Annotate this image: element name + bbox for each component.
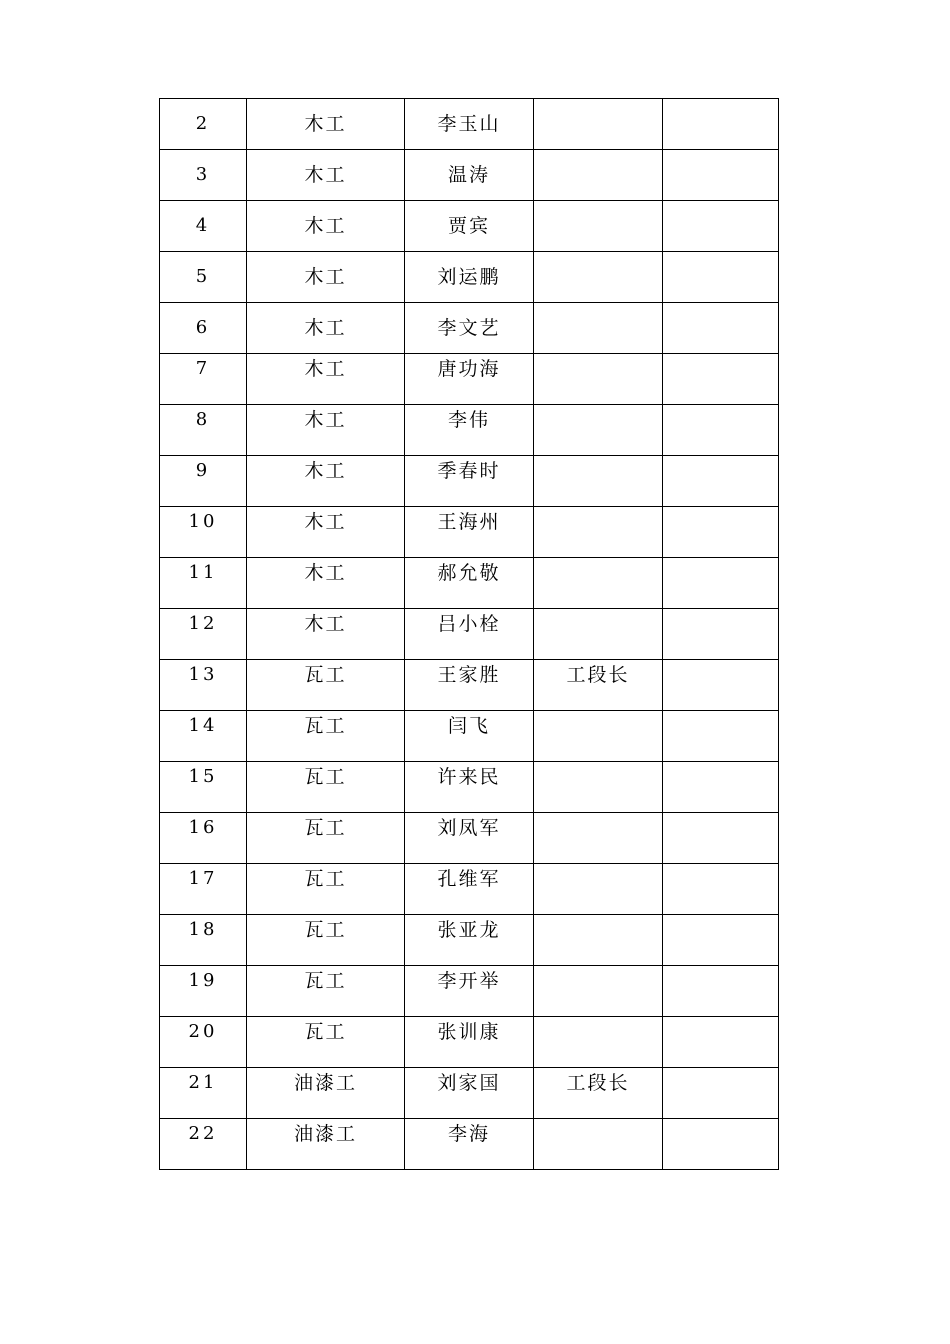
row-number-cell-text: 17 <box>188 868 218 889</box>
note-cell-text <box>663 711 778 716</box>
note-cell <box>663 150 779 201</box>
note-cell-text <box>663 864 778 869</box>
note-cell-text <box>663 1068 778 1073</box>
role-cell-text <box>534 405 662 410</box>
trade-cell-text: 木工 <box>304 562 347 584</box>
role-cell <box>534 915 663 966</box>
worker-name-cell-text: 张亚龙 <box>437 919 501 941</box>
trade-cell <box>247 201 405 252</box>
worker-name-cell-text: 季春时 <box>437 460 501 482</box>
role-cell-text: 工段长 <box>566 1072 630 1094</box>
row-number-cell <box>160 915 247 966</box>
table-row <box>160 150 779 201</box>
trade-cell-text: 木工 <box>304 215 347 237</box>
role-cell <box>534 762 663 813</box>
row-number-cell <box>160 1017 247 1068</box>
row-number-cell <box>160 660 247 711</box>
trade-cell-text: 木工 <box>304 460 347 482</box>
note-cell <box>663 456 779 507</box>
trade-cell-text: 瓦工 <box>304 664 347 686</box>
row-number-cell <box>160 354 247 405</box>
worker-name-cell-text: 许来民 <box>437 766 501 788</box>
trade-cell-text: 木工 <box>304 164 347 186</box>
trade-cell-text: 木工 <box>304 266 347 288</box>
note-cell-text <box>663 660 778 665</box>
role-cell <box>534 1017 663 1068</box>
role-cell <box>534 405 663 456</box>
worker-name-cell <box>405 762 534 813</box>
role-cell <box>534 507 663 558</box>
role-cell-text <box>534 864 662 869</box>
note-cell-text <box>663 201 778 216</box>
row-number-cell <box>160 1119 247 1170</box>
worker-name-cell-text: 温涛 <box>447 164 490 186</box>
trade-cell <box>247 303 405 354</box>
worker-name-cell <box>405 507 534 558</box>
note-cell-text <box>663 150 778 165</box>
row-number-cell <box>160 711 247 762</box>
note-cell <box>663 405 779 456</box>
role-cell-text <box>534 456 662 461</box>
row-number-cell-text: 6 <box>195 317 211 338</box>
role-cell <box>534 966 663 1017</box>
role-cell-text <box>534 507 662 512</box>
row-number-cell <box>160 762 247 813</box>
note-cell-text <box>663 609 778 614</box>
table-row <box>160 966 779 1017</box>
note-cell <box>663 1068 779 1119</box>
role-cell <box>534 558 663 609</box>
worker-name-cell <box>405 660 534 711</box>
worker-name-cell-text: 李海 <box>447 1123 490 1145</box>
table-row <box>160 303 779 354</box>
note-cell-text <box>663 762 778 767</box>
note-cell-text <box>663 1119 778 1124</box>
worker-name-cell-text: 王海州 <box>437 511 501 533</box>
table-row <box>160 609 779 660</box>
note-cell <box>663 99 779 150</box>
table-row <box>160 354 779 405</box>
role-cell <box>534 813 663 864</box>
worker-name-cell-text: 唐功海 <box>437 358 501 380</box>
worker-name-cell-text: 刘运鹏 <box>437 266 501 288</box>
row-number-cell-text: 2 <box>195 113 211 134</box>
role-cell-text: 工段长 <box>566 664 630 686</box>
trade-cell <box>247 252 405 303</box>
worker-name-cell <box>405 354 534 405</box>
table-row <box>160 1068 779 1119</box>
worker-name-cell-text: 王家胜 <box>437 664 501 686</box>
role-cell-text <box>534 1119 662 1124</box>
worker-name-cell-text: 李开举 <box>437 970 501 992</box>
note-cell-text <box>663 915 778 920</box>
role-cell-text <box>534 762 662 767</box>
row-number-cell <box>160 609 247 660</box>
trade-cell <box>247 711 405 762</box>
worker-name-cell <box>405 558 534 609</box>
trade-cell-text: 木工 <box>304 113 347 135</box>
row-number-cell <box>160 864 247 915</box>
worker-name-cell <box>405 711 534 762</box>
note-cell <box>663 1017 779 1068</box>
row-number-cell <box>160 507 247 558</box>
row-number-cell <box>160 252 247 303</box>
row-number-cell <box>160 1068 247 1119</box>
worker-name-cell-text: 贾宾 <box>447 215 490 237</box>
role-cell-text <box>534 558 662 563</box>
trade-cell-text: 瓦工 <box>304 970 347 992</box>
trade-cell-text: 瓦工 <box>304 715 347 737</box>
worker-name-cell-text: 刘家国 <box>437 1072 501 1094</box>
note-cell <box>663 201 779 252</box>
worker-name-cell <box>405 1119 534 1170</box>
table-row <box>160 405 779 456</box>
trade-cell <box>247 558 405 609</box>
table-row <box>160 507 779 558</box>
worker-name-cell <box>405 303 534 354</box>
role-cell <box>534 1068 663 1119</box>
trade-cell <box>247 1068 405 1119</box>
worker-name-cell-text: 刘凤军 <box>437 817 501 839</box>
worker-name-cell <box>405 456 534 507</box>
table-row <box>160 813 779 864</box>
trade-cell <box>247 1119 405 1170</box>
note-cell <box>663 864 779 915</box>
row-number-cell-text: 21 <box>188 1072 218 1093</box>
trade-cell <box>247 813 405 864</box>
role-cell <box>534 303 663 354</box>
worker-name-cell <box>405 99 534 150</box>
worker-name-cell <box>405 864 534 915</box>
role-cell <box>534 252 663 303</box>
role-cell <box>534 711 663 762</box>
role-cell-text <box>534 99 662 114</box>
note-cell <box>663 1119 779 1170</box>
trade-cell-text: 木工 <box>304 511 347 533</box>
trade-cell-text: 油漆工 <box>293 1072 357 1094</box>
row-number-cell-text: 13 <box>188 664 218 685</box>
role-cell <box>534 609 663 660</box>
table-row <box>160 864 779 915</box>
role-cell-text <box>534 201 662 216</box>
note-cell <box>663 915 779 966</box>
note-cell-text <box>663 507 778 512</box>
trade-cell-text: 瓦工 <box>304 817 347 839</box>
trade-cell-text: 瓦工 <box>304 766 347 788</box>
note-cell <box>663 966 779 1017</box>
row-number-cell-text: 14 <box>188 715 218 736</box>
role-cell-text <box>534 1017 662 1022</box>
table-row <box>160 252 779 303</box>
row-number-cell-text: 10 <box>188 511 218 532</box>
roster-body <box>160 99 779 1170</box>
note-cell <box>663 762 779 813</box>
note-cell <box>663 303 779 354</box>
note-cell <box>663 609 779 660</box>
trade-cell <box>247 354 405 405</box>
worker-name-cell-text: 吕小栓 <box>437 613 501 635</box>
note-cell <box>663 354 779 405</box>
note-cell-text <box>663 456 778 461</box>
row-number-cell-text: 7 <box>195 358 211 379</box>
role-cell-text <box>534 915 662 920</box>
row-number-cell <box>160 99 247 150</box>
worker-name-cell <box>405 915 534 966</box>
trade-cell <box>247 762 405 813</box>
role-cell <box>534 1119 663 1170</box>
note-cell <box>663 558 779 609</box>
role-cell <box>534 354 663 405</box>
worker-name-cell <box>405 966 534 1017</box>
trade-cell <box>247 966 405 1017</box>
note-cell-text <box>663 354 778 359</box>
trade-cell <box>247 915 405 966</box>
row-number-cell <box>160 201 247 252</box>
worker-name-cell-text: 李玉山 <box>437 113 501 135</box>
role-cell <box>534 864 663 915</box>
row-number-cell <box>160 813 247 864</box>
row-number-cell-text: 11 <box>188 562 218 583</box>
note-cell-text <box>663 813 778 818</box>
table-row <box>160 915 779 966</box>
table-row <box>160 558 779 609</box>
worker-name-cell <box>405 1068 534 1119</box>
role-cell-text <box>534 150 662 165</box>
worker-name-cell <box>405 201 534 252</box>
trade-cell <box>247 405 405 456</box>
table-row <box>160 762 779 813</box>
trade-cell-text: 油漆工 <box>293 1123 357 1145</box>
trade-cell-text: 瓦工 <box>304 919 347 941</box>
trade-cell-text: 木工 <box>304 358 347 380</box>
worker-name-cell-text: 郝允敬 <box>437 562 501 584</box>
trade-cell <box>247 864 405 915</box>
worker-name-cell <box>405 609 534 660</box>
worker-roster-table <box>159 98 779 1170</box>
role-cell-text <box>534 354 662 359</box>
row-number-cell <box>160 150 247 201</box>
table-row <box>160 456 779 507</box>
note-cell-text <box>663 1017 778 1022</box>
trade-cell <box>247 660 405 711</box>
worker-name-cell-text: 闫飞 <box>447 715 490 737</box>
worker-name-cell <box>405 150 534 201</box>
trade-cell <box>247 150 405 201</box>
table-row <box>160 99 779 150</box>
trade-cell-text: 木工 <box>304 613 347 635</box>
row-number-cell-text: 12 <box>188 613 218 634</box>
role-cell-text <box>534 711 662 716</box>
worker-name-cell <box>405 405 534 456</box>
note-cell-text <box>663 405 778 410</box>
worker-name-cell <box>405 813 534 864</box>
role-cell <box>534 150 663 201</box>
note-cell-text <box>663 966 778 971</box>
row-number-cell <box>160 456 247 507</box>
note-cell <box>663 507 779 558</box>
role-cell <box>534 99 663 150</box>
row-number-cell-text: 16 <box>188 817 218 838</box>
row-number-cell-text: 19 <box>188 970 218 991</box>
row-number-cell-text: 22 <box>188 1123 218 1144</box>
trade-cell <box>247 1017 405 1068</box>
row-number-cell-text: 5 <box>195 266 211 287</box>
trade-cell-text: 瓦工 <box>304 1021 347 1043</box>
row-number-cell-text: 18 <box>188 919 218 940</box>
note-cell-text <box>663 99 778 114</box>
row-number-cell <box>160 966 247 1017</box>
worker-name-cell-text: 李伟 <box>447 409 490 431</box>
row-number-cell-text: 9 <box>195 460 211 481</box>
trade-cell-text: 木工 <box>304 317 347 339</box>
table-row <box>160 660 779 711</box>
row-number-cell-text: 15 <box>188 766 218 787</box>
row-number-cell <box>160 405 247 456</box>
note-cell <box>663 711 779 762</box>
trade-cell <box>247 507 405 558</box>
table-row <box>160 201 779 252</box>
row-number-cell <box>160 558 247 609</box>
worker-name-cell-text: 李文艺 <box>437 317 501 339</box>
trade-cell-text: 瓦工 <box>304 868 347 890</box>
role-cell <box>534 201 663 252</box>
row-number-cell <box>160 303 247 354</box>
role-cell-text <box>534 252 662 267</box>
role-cell-text <box>534 303 662 318</box>
trade-cell-text: 木工 <box>304 409 347 431</box>
trade-cell <box>247 99 405 150</box>
role-cell <box>534 660 663 711</box>
note-cell <box>663 660 779 711</box>
role-cell-text <box>534 813 662 818</box>
worker-name-cell <box>405 252 534 303</box>
note-cell <box>663 813 779 864</box>
table-row <box>160 1017 779 1068</box>
trade-cell <box>247 609 405 660</box>
row-number-cell-text: 8 <box>195 409 211 430</box>
note-cell <box>663 252 779 303</box>
row-number-cell-text: 4 <box>195 215 211 236</box>
role-cell-text <box>534 609 662 614</box>
table-row <box>160 1119 779 1170</box>
note-cell-text <box>663 558 778 563</box>
worker-name-cell-text: 孔维军 <box>437 868 501 890</box>
trade-cell <box>247 456 405 507</box>
row-number-cell-text: 20 <box>188 1021 218 1042</box>
role-cell-text <box>534 966 662 971</box>
table-row <box>160 711 779 762</box>
worker-name-cell-text: 张训康 <box>437 1021 501 1043</box>
note-cell-text <box>663 252 778 267</box>
worker-name-cell <box>405 1017 534 1068</box>
row-number-cell-text: 3 <box>195 164 211 185</box>
role-cell <box>534 456 663 507</box>
note-cell-text <box>663 303 778 318</box>
